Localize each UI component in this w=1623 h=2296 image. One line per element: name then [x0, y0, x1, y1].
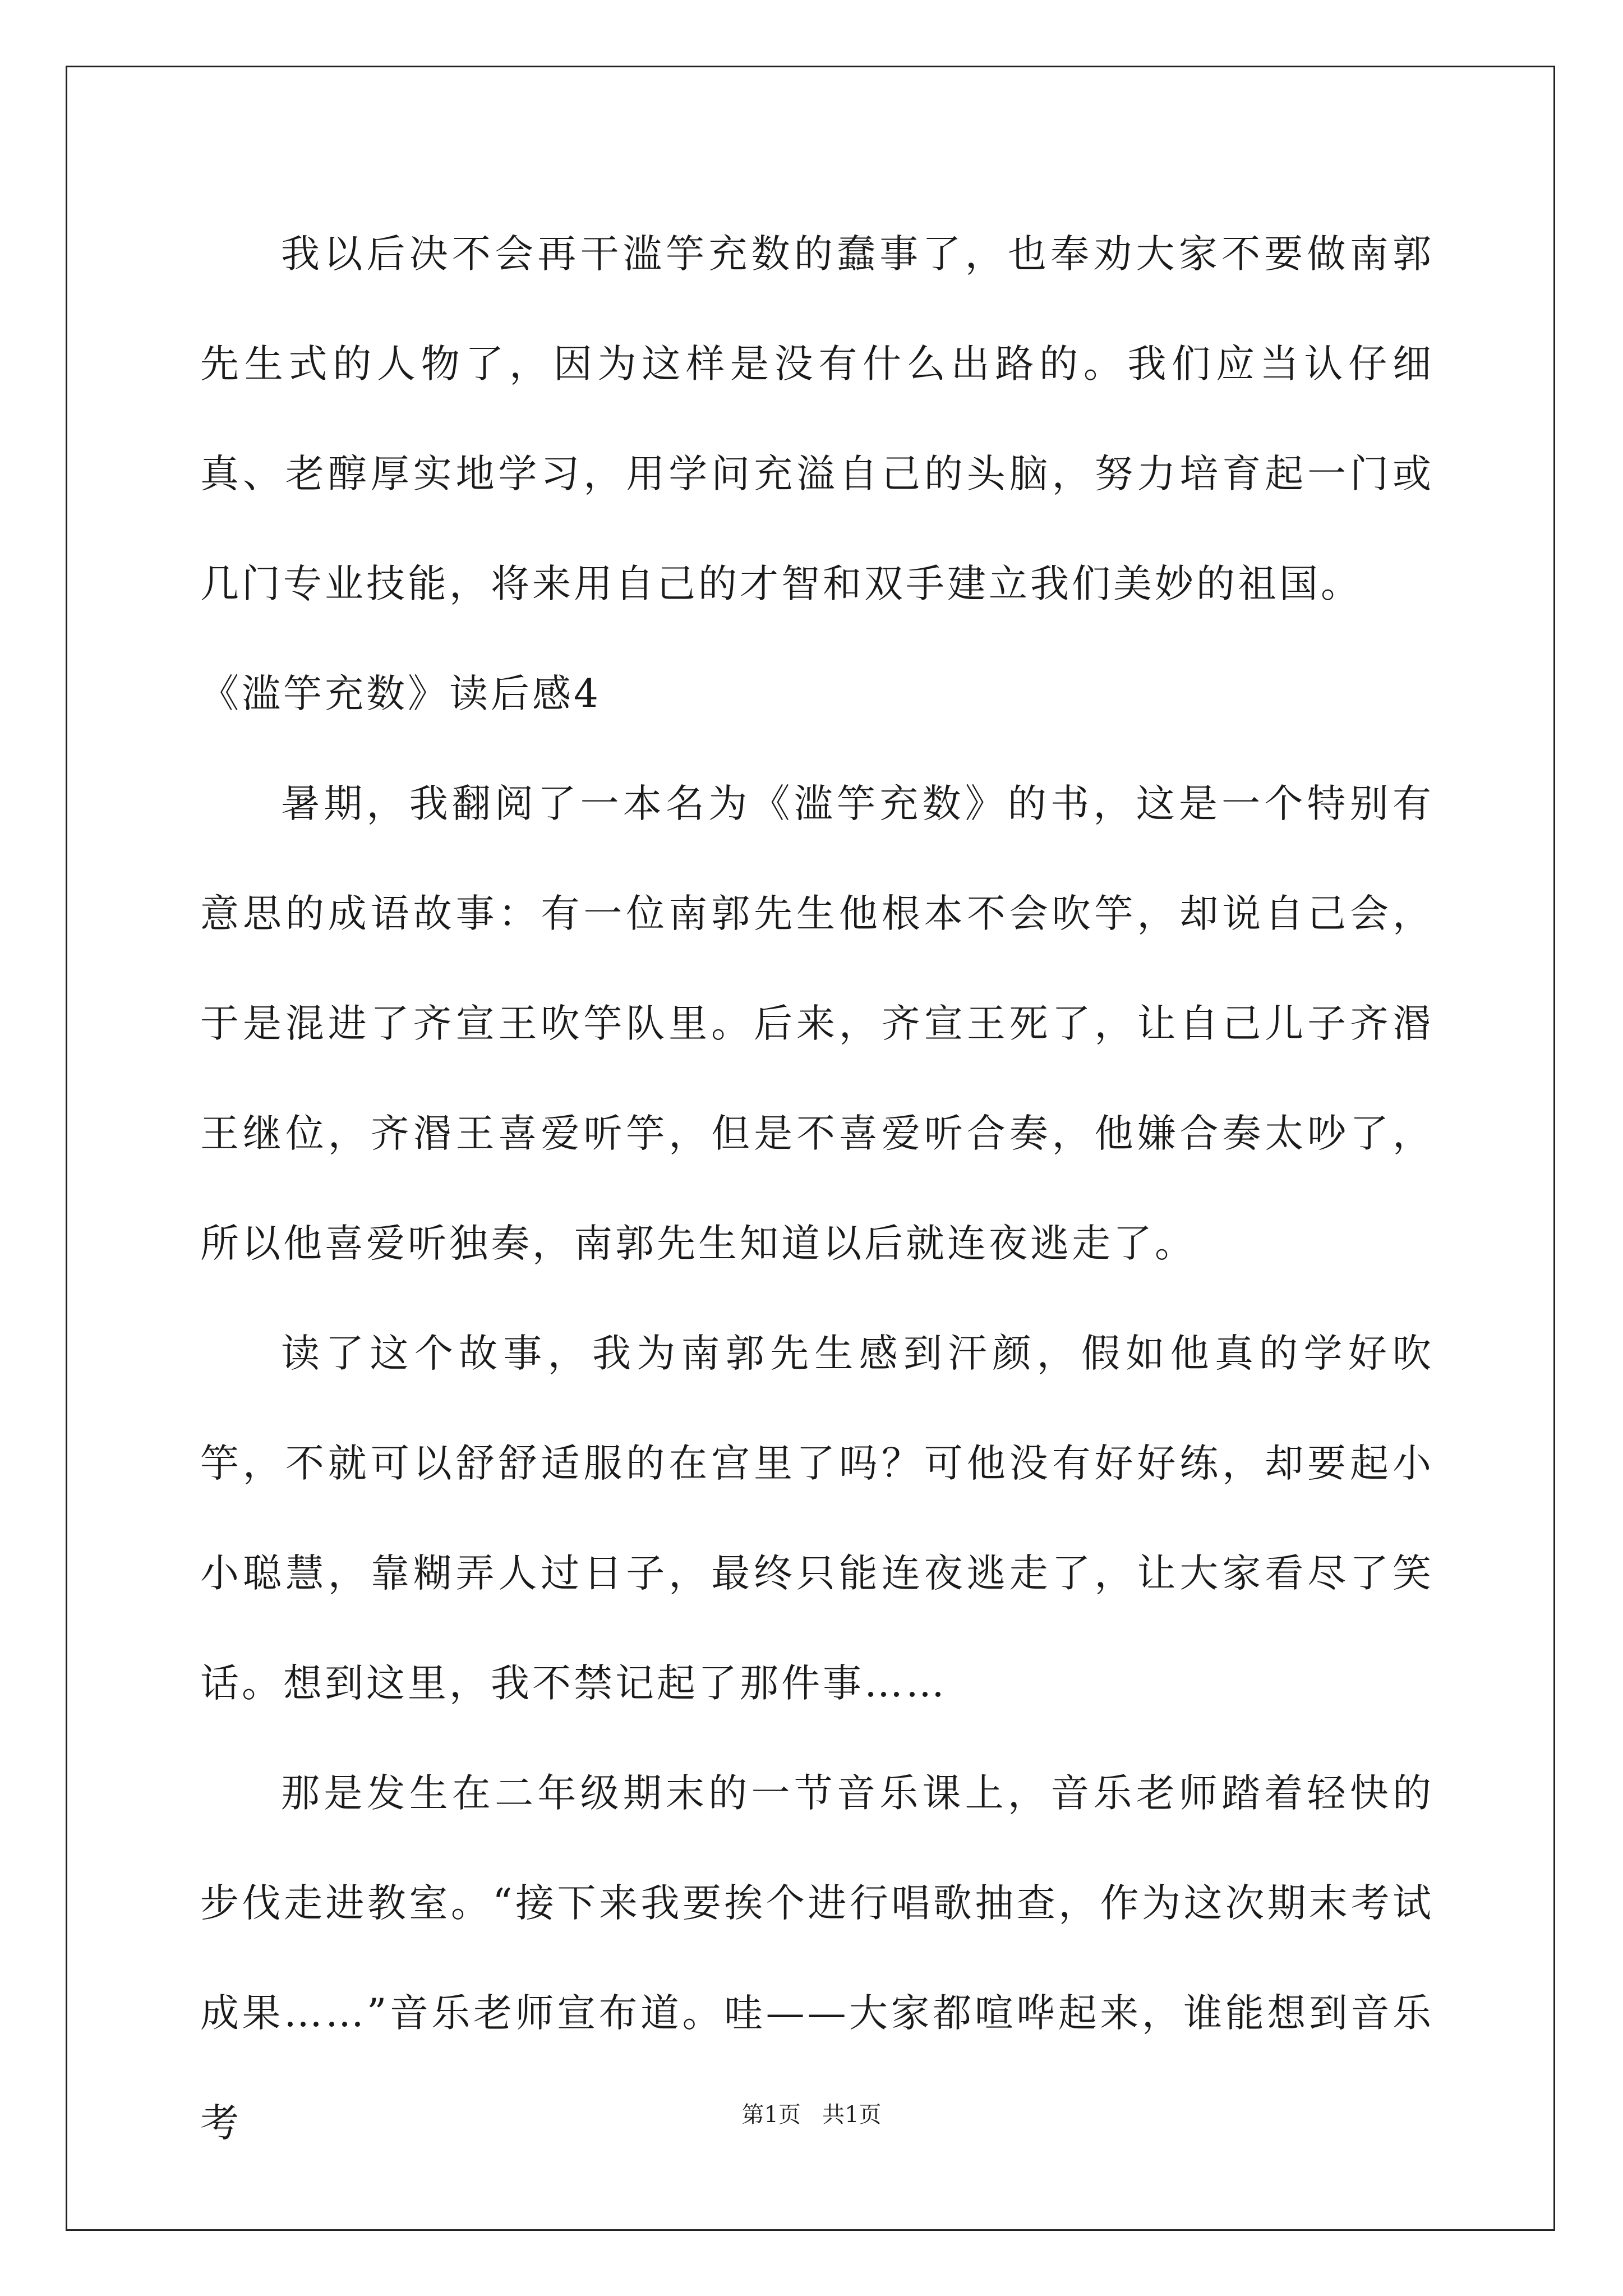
- page-number: 第1页: [741, 2102, 801, 2128]
- paragraph: 那是发生在二年级期末的一节音乐课上，音乐老师踏着轻快的步伐走进教室。“接下来我要挨个进行唱歌抽查，作为这次期末考试成果……”音乐老师宣布道。哇——大家都喧哗起来，谁能想到音乐考: [200, 1771, 1434, 2146]
- section-heading: 《滥竽充数》读后感4: [200, 671, 601, 716]
- page-total: 共1页: [822, 2102, 882, 2128]
- paragraph: 读了这个故事，我为南郭先生感到汗颜，假如他真的学好吹竽，不就可以舒舒适服的在宫里了吗？可他没有好好练，却要起小小聪慧，靠糊弄人过日子，最终只能连夜逃走了，让大家看尽了笑话。想到这里，我不禁记起了那件事……: [200, 1331, 1434, 1706]
- page-footer: [0, 2101, 1623, 2129]
- paragraph: 暑期，我翻阅了一本名为《滥竽充数》的书，这是一个特别有意思的成语故事：有一位南郭先生他根本不会吹竽，却说自己会，于是混进了齐宣王吹竽队里。后来，齐宣王死了，让自己儿子齐湣王继位，齐湣王喜爱听竽，但是不喜爱听合奏，他嫌合奏太吵了，所以他喜爱听独奏，南郭先生知道以后就连夜逃走了。: [200, 781, 1434, 1266]
- paragraph: 我以后决不会再干滥竽充数的蠢事了，也奉劝大家不要做南郭先生式的人物了，因为这样是没有什么出路的。我们应当认仔细真、老醇厚实地学习，用学问充溢自己的头脑，努力培育起一门或几门专业技能，将来用自己的才智和双手建立我们美妙的祖国。: [200, 232, 1434, 606]
- document-body: [200, 199, 1434, 2178]
